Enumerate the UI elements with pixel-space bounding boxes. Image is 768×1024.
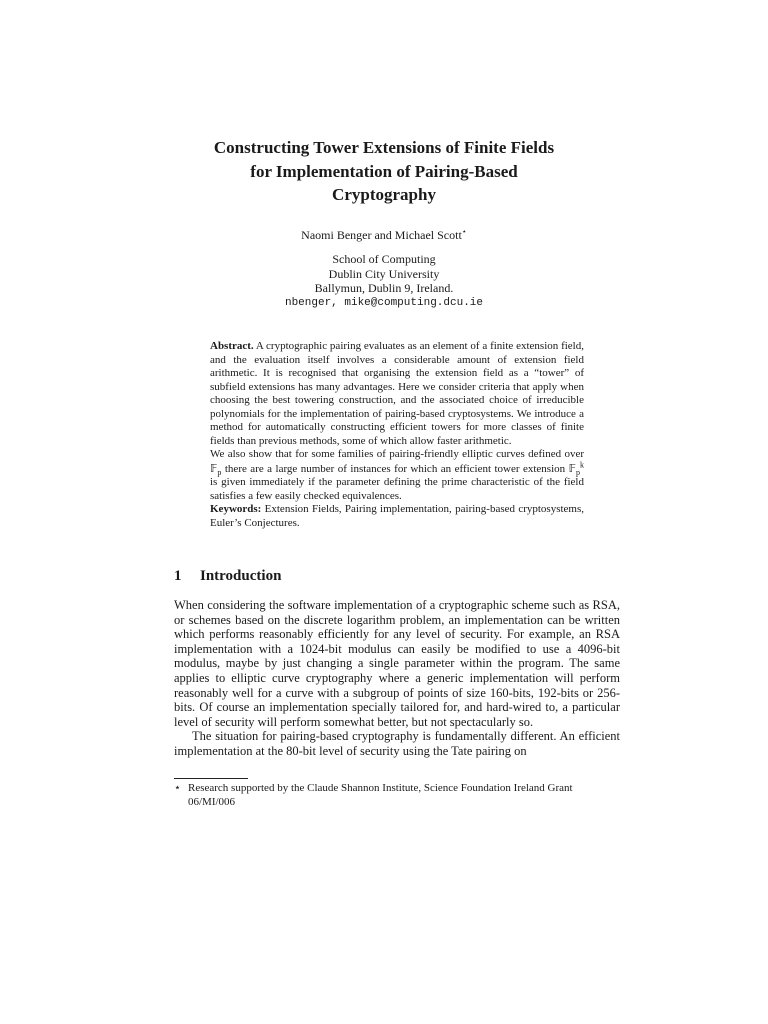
footnote-text: Research supported by the Claude Shannon Institute, Science Foundation Ireland Grant 06/MI/006 (188, 782, 573, 808)
footnote-rule (174, 778, 248, 779)
affiliation-address: Ballymun, Dublin 9, Ireland. (314, 281, 454, 295)
affiliation-email: nbenger, mike@computing.dcu.ie (284, 296, 484, 309)
abstract-text-1: A cryptographic pairing evaluates as an element of a finite extension field, and the evaluation itself involves a considerable amount of extension field arithmetic. It is recognised that organising the extension field as a “tower” of subfield extensions has many advantages. Here we consider criteria that apply when choosing the best towering construction, and the associated choice of irreducible polynomials for the implementation of pairing-based cryptosystems. We introduce a method for automatically constructing efficient towers for more classes of finite fields than previous methods, some of which allow faster arithmetic. (210, 340, 584, 447)
section-body (174, 598, 620, 759)
affiliation (150, 252, 618, 310)
abstract-text-2a: We also show that for some families of pairing-friendly elliptic curves defined over (210, 448, 584, 460)
author-footnote-mark: ⋆ (461, 227, 467, 236)
abstract-paragraph-2 (210, 448, 584, 503)
keywords-text: Extension Fields, Pairing implementation, pairing-based cryptosystems, Euler’s Conjectures. (210, 503, 585, 529)
authors-text: Naomi Benger and Michael Scott (301, 228, 462, 242)
title-line-1: Constructing Tower Extensions of Finite Fields (213, 138, 555, 157)
paper-title (150, 136, 618, 207)
footnote-mark: ⋆ (174, 782, 181, 794)
abstract-paragraph-1 (210, 340, 584, 448)
title-line-2: for Implementation of Pairing-Based (250, 161, 518, 181)
field-fpk-symbol: 𝔽 (568, 461, 577, 475)
field-fpk-superscript: k (580, 459, 585, 469)
abstract-label: Abstract. (210, 340, 254, 352)
section-heading (174, 566, 594, 586)
affiliation-university: Dublin City University (328, 266, 440, 281)
abstract (210, 340, 584, 530)
author-list (150, 227, 618, 243)
section-number: 1 (174, 568, 182, 584)
field-fp-symbol: 𝔽 (210, 461, 218, 475)
abstract-text-2b: there are a large number of instances for which an efficient tower extension (224, 462, 566, 475)
section-title: Introduction (200, 568, 282, 584)
affiliation-dept: School of Computing (332, 252, 436, 266)
keywords-label: Keywords: (210, 503, 262, 515)
footnote-body (174, 782, 620, 809)
abstract-text-2c: is given immediately if the parameter defining the prime characteristic of the field satisfies a few easily checked equivalences. (210, 476, 584, 502)
body-paragraph-1: When considering the software implementation of a cryptographic scheme such as RSA, or schemes based on the discrete logarithm problem, an implementation can be written which performs reasonably efficiently for any level of security. For example, an RSA implementation with a 1024-bit modulus can easily be modified to use a 4096-bit modulus, maybe by just changing a single parameter within the program. The same applies to elliptic curve cryptography where a generic implementation will perform reasonably well for a curve with a subgroup of points of size 160-bits, 192-bits or 256-bits. Of course an implementation specially tailored for, and hard-wired to, a particular level of security will perform somewhat better, but not spectacularly so. (174, 598, 620, 729)
field-fp-subscript: p (217, 467, 222, 477)
body-paragraph-2: The situation for pairing-based cryptography is fundamentally different. An efficient implementation at the 80-bit level of security using the Tate pairing on (174, 729, 620, 758)
title-line-3: Cryptography (332, 185, 436, 204)
footnote (174, 782, 620, 809)
keywords (210, 503, 584, 530)
field-fpk-subscript: p (576, 467, 581, 477)
